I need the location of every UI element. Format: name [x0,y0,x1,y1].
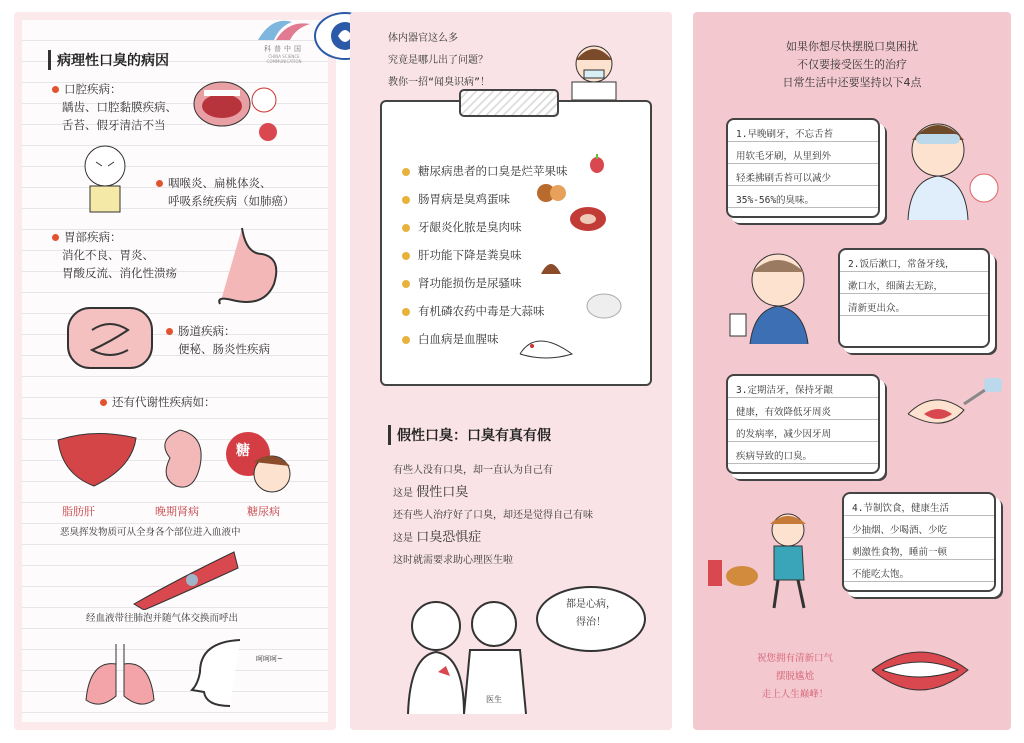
fatty-liver-label: 脂肪肝 [62,505,95,518]
stomach-disease-text [52,228,177,282]
garlic-icon [584,286,624,320]
yellow-dot-icon [402,252,410,260]
red-dot-icon [52,86,59,93]
tip4-line: 刺激性食物，睡前一顿 [852,547,948,558]
tip3-line: 的发病率，减少因牙周 [736,429,832,440]
diabetes-label: 糖尿病 [247,505,280,518]
smell-item-text: 肾功能损伤是尿骚味 [418,276,522,290]
caption-lungs: 经血液带往肺泡并随气体交换而呼出 [86,613,239,624]
tip4-line: 4.节制饮食，健康生活 [852,503,949,514]
caption-blood: 恶臭挥发物质可从全身各个部位进入血液中 [60,527,241,538]
bubble-line1: 都是心病， [566,599,616,610]
clipboard-clip [459,89,559,117]
smell-item-text: 肠胃病是臭鸡蛋味 [418,192,510,206]
intro-line3: 教你一招“闻臭识病”！ [388,77,491,88]
seal-icon [516,324,576,364]
tip3-line: 健康，有效降低牙周炎 [736,407,832,418]
dental-cleaning-icon [904,374,1004,444]
logo-subtext: CHINA SCIENCE COMMUNICATION [266,54,302,64]
smell-list [402,157,622,353]
oral-line2: 舌苔、假牙清洁不当 [62,118,166,132]
oral-disease-text [52,80,177,134]
doctor-tag: 医生 [486,695,502,704]
yellow-dot-icon [402,280,410,288]
girl-brushing-teeth-icon [892,110,1002,220]
pseudo-pre1: 这是 [393,488,413,499]
bubble-line2: 得治！ [576,617,606,628]
smell-item-text: 有机磷农药中毒是大蒜味 [418,304,545,318]
metabolic-text [100,393,216,411]
exhaling-face-icon [190,636,250,710]
section-title-pathological: 病理性口臭的病因 [48,50,169,70]
boy-rinsing-icon [724,244,820,344]
pseudo-p2: 还有些人治疗好了口臭，却还是觉得自己有味 [393,510,593,521]
poop-icon [538,254,564,276]
yellow-dot-icon [402,224,410,232]
oral-head: 口腔疾病： [64,82,122,96]
tip4-line: 不能吃太饱。 [852,569,910,580]
yellow-dot-icon [402,308,410,316]
tip3-line: 疾病导致的口臭。 [736,451,813,462]
red-dot-icon [52,234,59,241]
liver-icon [54,428,140,490]
yellow-dot-icon [402,168,410,176]
tip2-line: 漱口水，细菌去无踪， [848,281,944,292]
coughing-person-icon [70,142,140,214]
smiling-lips-icon [868,640,972,706]
speech-bubble [536,586,646,652]
smell-item [402,241,622,269]
halitophobia-term: 口臭恐惧症 [416,530,482,545]
intro-line1: 体内器官这么多 [388,33,458,44]
tip4-line: 少抽烟、少喝酒、少吃 [852,525,948,536]
tip1-line: 1.早晚刷牙，不忘舌苔 [736,129,833,140]
yellow-dot-icon [402,196,410,204]
pseudo-halitosis-term: 假性口臭 [416,485,469,500]
wish-text [730,650,860,704]
diabetes-kid-icon [222,430,298,498]
tip-card-3 [726,374,880,474]
tip-card-2 [838,248,990,348]
kepu-logo [252,16,316,64]
red-dot-icon [166,328,173,335]
red-dot-icon [156,180,163,187]
tip2-line: 2.饭后漱口，常备牙线， [848,259,955,270]
intestine-line1: 便秘、肠炎性疾病 [178,342,270,356]
red-dot-icon [100,399,107,406]
boy-refusing-junkfood-icon [704,510,834,610]
tips-heading [693,38,1011,92]
sugar-char: 糖 [236,443,250,459]
smell-item [402,325,622,353]
open-mouth-icon [192,74,282,146]
yellow-dot-icon [402,336,410,344]
meat-icon [568,204,608,234]
smell-item-text: 糖尿病患者的口臭是烂苹果味 [418,164,568,178]
doctor-cartoon-icon [562,38,626,100]
kidney-icon [150,426,210,496]
exhale-text: 呵呵呵~ [256,655,283,663]
smell-item-text: 牙龈炎化脓是臭肉味 [418,220,522,234]
intestine-disease-text [166,322,270,358]
stomach-head: 胃部疾病： [64,230,122,244]
logo-text: 科普中国 [264,45,304,53]
tips-heading-line1: 如果你想尽快摆脱口臭困扰 [786,40,918,53]
tip3-line: 3.定期洁牙，保持牙龈 [736,385,833,396]
throat-line1: 咽喉炎、扁桃体炎、 [168,176,272,190]
tip1-line: 用软毛牙刷，从里到外 [736,151,832,162]
intro-line2: 究竟是哪儿出了问题？ [388,55,488,66]
smell-item-text: 白血病是血腥味 [418,332,499,346]
throat-line2: 呼吸系统疾病（如肺癌） [168,194,295,208]
tips-heading-line2: 不仅要接受医生的治疗 [797,58,907,71]
wish-line2: 摆脱尴尬 [775,671,814,682]
intro-text [388,28,490,94]
pseudo-p1: 有些人没有口臭，却一直认为自己有 [393,465,553,476]
rotten-apple-icon [588,152,606,174]
intestine-icon [62,302,158,374]
pseudo-text [393,460,593,572]
stomach-icon [212,224,282,308]
patient-and-doctor-icon [398,596,538,714]
stomach-line2: 胃酸反流、消化性溃疡 [62,266,177,280]
tip1-line: 轻柔拂刷舌苔可以减少 [736,173,832,184]
pseudo-pre2: 这是 [393,533,413,544]
tip1-line: 35%-56%的臭味。 [736,195,815,206]
intestine-head: 肠道疾病： [178,324,236,338]
stomach-line1: 消化不良、胃炎、 [62,248,154,262]
tip-card-1 [726,118,880,218]
wish-line1: 祝您拥有清新口气 [756,653,833,664]
tip2-line: 清新更出众。 [848,303,906,314]
section-title-pseudo: 假性口臭：口臭有真有假 [388,425,551,445]
late-kidney-label: 晚期肾病 [155,505,199,518]
blood-vessel-icon [130,548,240,610]
tips-heading-line3: 日常生活中还要坚持以下4点 [782,76,922,89]
oral-line1: 龋齿、口腔黏膜疾病、 [62,100,177,114]
pseudo-p3: 这时就需要求助心理医生啦 [393,555,513,566]
metabolic-label: 还有代谢性疾病如： [112,395,216,409]
tip-card-4 [842,492,996,592]
egg-icon [536,182,566,204]
throat-disease-text [156,174,295,210]
lungs-icon [80,640,160,712]
wish-line3: 走上人生巅峰！ [761,689,829,700]
smell-item-text: 肝功能下降是粪臭味 [418,248,522,262]
